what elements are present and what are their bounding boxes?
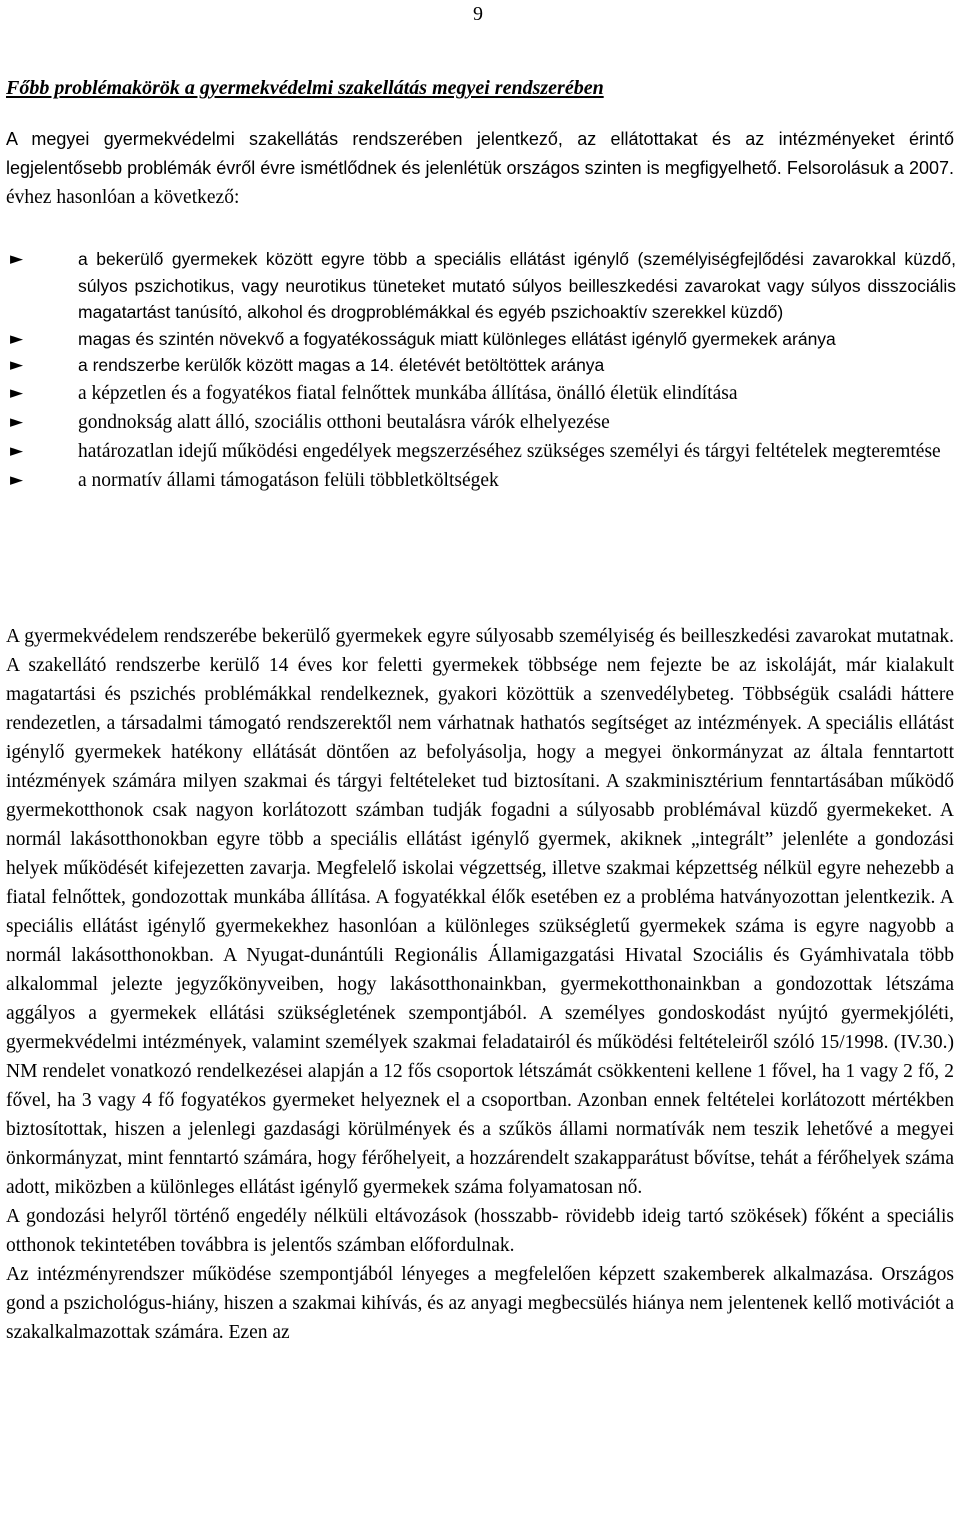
bullet-arrow-icon: ► bbox=[10, 328, 24, 349]
list-item bbox=[6, 326, 956, 353]
section-heading: Főbb problémakörök a gyermekvédelmi szakellátás megyei rendszerében bbox=[6, 77, 604, 99]
list-item-text: a képzetlen és a fogyatékos fiatal felnőttek munkába állítása, önálló életük elindítása bbox=[78, 382, 738, 404]
intro-paragraph bbox=[6, 125, 954, 212]
list-item bbox=[6, 246, 956, 326]
list-item-text: határozatlan idejű működési engedélyek megszerzéséhez szükséges személyi és tárgyi feltételek megteremtése bbox=[78, 440, 941, 462]
list-item-text: gondnokság alatt álló, szociális otthoni beutalásra várók elhelyezése bbox=[78, 411, 610, 433]
list-item bbox=[6, 379, 956, 408]
list-item bbox=[6, 466, 956, 495]
intro-text-part1: A megyei gyermekvédelmi szakellátás rendszerében jelentkező, az ellátottakat és az intézményeket érintő legjelentősebb problémák évről évre ismétlődnek és jelenlétük országos szinten is megfigyelhető. Felsorolásuk a 2007. bbox=[6, 129, 954, 178]
body-paragraph: A gyermekvédelem rendszerébe bekerülő gyermekek egyre súlyosabb személyiség és beilleszkedési zavarokat mutatnak. A szakellátó rendszerbe kerülő 14 éves kor feletti gyermekek többsége nem fejezte be az iskoláját, már kialakult magatartási és pszichés problémákkal rendelkeznek, gyakori közöttük a szenvedélybeteg. Többségük családi háttere rendezetlen, a társadalmi támogató rendszerektől nem várhatnak hathatós segítséget az intézmények. A speciális ellátást igénylő gyermekek hatékony ellátását döntően az befolyásolja, hogy a megyei önkormányzat az általa fenntartott intézmények számára milyen szakmai és tárgyi feltételeket tud biztosítani. A szakminisztérium fenntartásában működő gyermekotthonok csak nagyon korlátozott számban tudják fogadni a súlyosabb problémával küzdő gyermekeket. A normál lakásotthonokban egyre több a speciális ellátást igénylő gyermek, akiknek „integrált” jelenléte a gondozási helyek működését kifejezetten zavarja. Megfelelő iskolai végzettség, illetve szakmai képzettség nélkül egyre nehezebb a fiatal felnőttek, gondozottak munkába állítása. A fogyatékkal élők esetében ez a probléma hatványozottan jelentkezik. A speciális ellátást igénylő gyermekekhez hasonlóan a különleges szükségletű gyermekek száma is egyre nagyobb a normál lakásotthonokban. A Nyugat-dunántúli Regionális Államigazgatási Hivatal Szociális és Gyámhivatala több alkalommal jelezte jegyzőkönyveiben, hogy lakásotthonainkban, gyermekotthonainkban a gondozottak létszáma aggályos a gyermekek ellátási szükségletének szempontjából. A személyes gondoskodást nyújtó gyermekjóléti, gyermekvédelmi intézmények, valamint személyek szakmai feladatairól és működési feltételeiről szóló 15/1998. (IV.30.) NM rendelet vonatkozó rendelkezései alapján a 12 fős csoportok létszámát csökkenteni kellene 1 fővel, ha 1 vagy 2 fő, 2 fővel, ha 3 vagy 4 fő fogyatékos gyermeket helyeznek el a csoportban. Azonban ennek feltételei korlátozott mértékben biztosítottak, hiszen a jelenlegi gazdasági körülmények és a szűkös állami normatívák nem teszik lehetővé a megyei önkormányzat, mint fenntartó számára, hogy férőhelyeit, a hozzárendelt szakapparátust bővítse, tehát a férőhelyek száma adott, miközben a különleges ellátást igénylő gyermekek száma folyamatosan nő. bbox=[6, 626, 954, 1198]
list-item bbox=[6, 437, 956, 466]
bullet-arrow-icon: ► bbox=[10, 382, 24, 403]
list-item-text: a normatív állami támogatáson felüli többletköltségek bbox=[78, 469, 499, 491]
bullet-arrow-icon: ► bbox=[10, 249, 24, 269]
intro-text-part2: évhez hasonlóan a következő: bbox=[6, 187, 240, 208]
body-text bbox=[6, 622, 954, 1347]
problem-list bbox=[6, 246, 956, 495]
page-number: 9 bbox=[473, 3, 483, 25]
list-item-text: a bekerülő gyermekek között egyre több a speciális ellátást igénylő (személyiségfejlődési zavarokkal küzdő, súlyos pszichotikus, vagy neurotikus tüneteket mutató súlyos beilleszkedési zavarokat vagy súlyos disszociális magatartást tanúsító, alkohol és drogproblémákkal és egyéb pszichoaktív szerekkel küzdő) bbox=[78, 249, 956, 322]
bullet-arrow-icon: ► bbox=[10, 411, 24, 432]
list-item-text: magas és szintén növekvő a fogyatékosságuk miatt különleges ellátást igénylő gyermekek aránya bbox=[78, 328, 836, 349]
bullet-arrow-icon: ► bbox=[10, 355, 24, 375]
body-paragraph: Az intézményrendszer működése szempontjából lényeges a megfelelően képzett szakemberek alkalmazása. Országos gond a pszichológus-hiány, hiszen a szakmai kihívás, és az anyagi megbecsülés hiánya nem jelentenek kellő motivációt a szakalkalmazottak számára. Ezen az bbox=[6, 1264, 954, 1343]
list-item bbox=[6, 408, 956, 437]
bullet-arrow-icon: ► bbox=[10, 440, 24, 461]
list-item bbox=[6, 352, 956, 379]
list-item-text: a rendszerbe kerülők között magas a 14. életévét betöltöttek aránya bbox=[78, 355, 605, 375]
bullet-arrow-icon: ► bbox=[10, 469, 24, 490]
body-paragraph: A gondozási helyről történő engedély nélküli eltávozások (hosszabb- rövidebb ideig tartó szökések) főként a speciális otthonok tekintetében továbbra is jelentős számban előfordulnak. bbox=[6, 1206, 954, 1256]
